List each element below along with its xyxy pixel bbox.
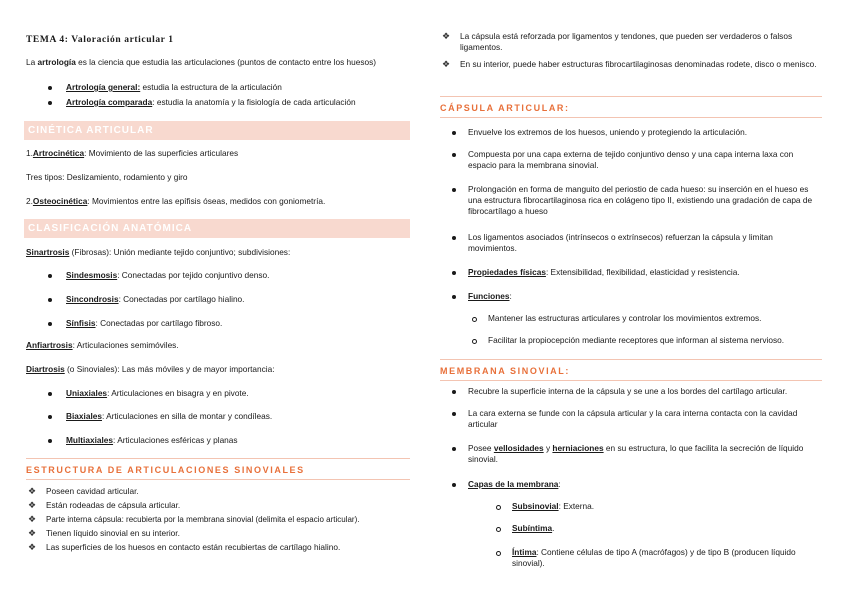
list-item: Sincondrosis: Conectadas por cartílago hialino. (66, 294, 245, 304)
bullet-icon (48, 415, 52, 419)
bullet-icon (48, 101, 52, 105)
diamond-bullet-icon: ❖ (28, 500, 37, 510)
capas-text: Capas de la membrana: (468, 479, 561, 489)
list-item: Biaxiales: Articulaciones en silla de montar y condíleas. (66, 411, 273, 421)
section-heading: CÁPSULA ARTICULAR: (440, 103, 570, 113)
diamond-bullet-icon: ❖ (442, 59, 451, 69)
list-item: Sínfisis: Conectadas por cartílago fibroso. (66, 318, 223, 328)
bullet-icon (452, 188, 456, 192)
list-item: Sindesmosis: Conectadas por tejido conjuntivo denso. (66, 270, 270, 280)
bullet-icon (48, 439, 52, 443)
list-item: Artrología comparada: estudia la anatomía y la fisiología de cada articulación (66, 97, 356, 107)
bullet-icon (452, 483, 456, 487)
sinartrosis-text: Sinartrosis (Fibrosas): Unión mediante tejido conjuntivo; subdivisiones: (26, 247, 291, 257)
list-item: Facilitar la propiocepción mediante receptores que informan al sistema nervioso. (488, 335, 785, 345)
list-item: Están rodeadas de cápsula articular. (46, 500, 181, 510)
bullet-icon (452, 447, 456, 451)
list-item: Recubre la superficie interna de la cápsula y se une a los bordes del cartílago articular. (468, 386, 788, 396)
divider (440, 117, 822, 118)
divider (26, 458, 410, 459)
list-item: Envuelve los extremos de los huesos, uniendo y protegiendo la articulación. (468, 127, 748, 137)
list-item: En su interior, puede haber estructuras fibrocartilaginosas denominadas rodete, disco o menisco. (460, 59, 817, 69)
section-heading-bar (24, 121, 410, 140)
list-item: Multiaxiales: Articulaciones esféricas y planas (66, 435, 238, 445)
intro-text: La artrología es la ciencia que estudia las articulaciones (puntos de contacto entre los huesos) (26, 57, 377, 67)
section-heading: ESTRUCTURA DE ARTICULACIONES SINOVIALES (26, 465, 305, 475)
diamond-bullet-icon: ❖ (28, 486, 37, 496)
divider (26, 479, 410, 480)
circle-bullet-icon (496, 505, 501, 510)
list-item: La cápsula está reforzada por ligamentos y tendones, que pueden ser verdaderos o falsos ligamentos. (460, 31, 793, 52)
bullet-icon (452, 271, 456, 275)
diamond-bullet-icon: ❖ (442, 31, 451, 41)
bullet-icon (452, 295, 456, 299)
list-item: Los ligamentos asociados (intrínsecos o extrínsecos) refuerzan la cápsula y limitan movimientos. (468, 232, 773, 253)
section-heading: CLASIFICACIÓN ANATÓMICA (28, 223, 193, 234)
bullet-icon (48, 392, 52, 396)
funciones-text: Funciones: (468, 291, 512, 301)
page-title: TEMA 4: Valoración articular 1 (26, 35, 174, 45)
circle-bullet-icon (496, 527, 501, 532)
section-heading: MEMBRANA SINOVIAL: (440, 366, 570, 376)
bullet-icon (452, 390, 456, 394)
anfiartrosis-text: Anfiartrosis: Articulaciones semimóviles. (26, 340, 179, 350)
posee-text: Posee vellosidades y herniaciones en su estructura, lo que facilita la secreción de líquido sinovial. (468, 443, 804, 464)
list-item: Subíntima. (512, 523, 555, 533)
diamond-bullet-icon: ❖ (28, 528, 37, 538)
bullet-icon (48, 86, 52, 90)
divider (440, 359, 822, 360)
diamond-bullet-icon: ❖ (28, 514, 37, 524)
divider (440, 380, 822, 381)
bullet-icon (452, 236, 456, 240)
list-item: Uniaxiales: Articulaciones en bisagra y en pivote. (66, 388, 249, 398)
list-item: Poseen cavidad articular. (46, 486, 139, 496)
tres-tipos-text: Tres tipos: Deslizamiento, rodamiento y giro (26, 172, 188, 182)
circle-bullet-icon (472, 339, 477, 344)
circle-bullet-icon (496, 551, 501, 556)
bullet-icon (48, 322, 52, 326)
artrocinetica-text: 1.Artrocinética: Movimiento de las superficies articulares (26, 148, 239, 158)
bullet-icon (452, 153, 456, 157)
circle-bullet-icon (472, 317, 477, 322)
bullet-icon (48, 298, 52, 302)
list-item: Íntima: Contiene células de tipo A (macrófagos) y de tipo B (producen líquido sinovial). (512, 547, 796, 568)
section-heading: CINÉTICA ARTICULAR (28, 125, 154, 136)
osteocinetica-text: 2.Osteocinética: Movimientos entre las epífisis óseas, medidos con goniometría. (26, 196, 326, 206)
list-item: Compuesta por una capa externa de tejido conjuntivo denso y una capa interna laxa con espacio para la membrana sinovial. (468, 149, 794, 170)
list-item: La cara externa se funde con la cápsula articular y la cara interna contacta con la cavidad articular (468, 408, 798, 429)
list-item: Parte interna cápsula: recubierta por la membrana sinovial (delimita el espacio articular). (46, 515, 360, 524)
list-item: Mantener las estructuras articulares y controlar los movimientos extremos. (488, 313, 762, 323)
list-item: Las superficies de los huesos en contacto están recubiertas de cartílago hialino. (46, 542, 341, 552)
list-item: Subsinovial: Externa. (512, 501, 595, 511)
divider (440, 96, 822, 97)
diamond-bullet-icon: ❖ (28, 542, 37, 552)
propiedades-text: Propiedades físicas: Extensibilidad, flexibilidad, elasticidad y resistencia. (468, 267, 740, 277)
list-item: Tienen líquido sinovial en su interior. (46, 528, 180, 538)
bullet-icon (452, 412, 456, 416)
diartrosis-text: Diartrosis (o Sinoviales): Las más móviles y de mayor importancia: (26, 364, 275, 374)
bullet-icon (48, 274, 52, 278)
list-item: Prolongación en forma de manguito del periostio de cada hueso: su inserción en el hueso es una estructura fibrocartilaginosa rica en colágeno tipo II, existiendo una gradación de capa de fibrocartílago a hueso (468, 184, 813, 216)
bullet-icon (452, 131, 456, 135)
section-heading-bar (24, 219, 410, 238)
list-item: Artrología general: estudia la estructura de la articulación (66, 82, 282, 92)
